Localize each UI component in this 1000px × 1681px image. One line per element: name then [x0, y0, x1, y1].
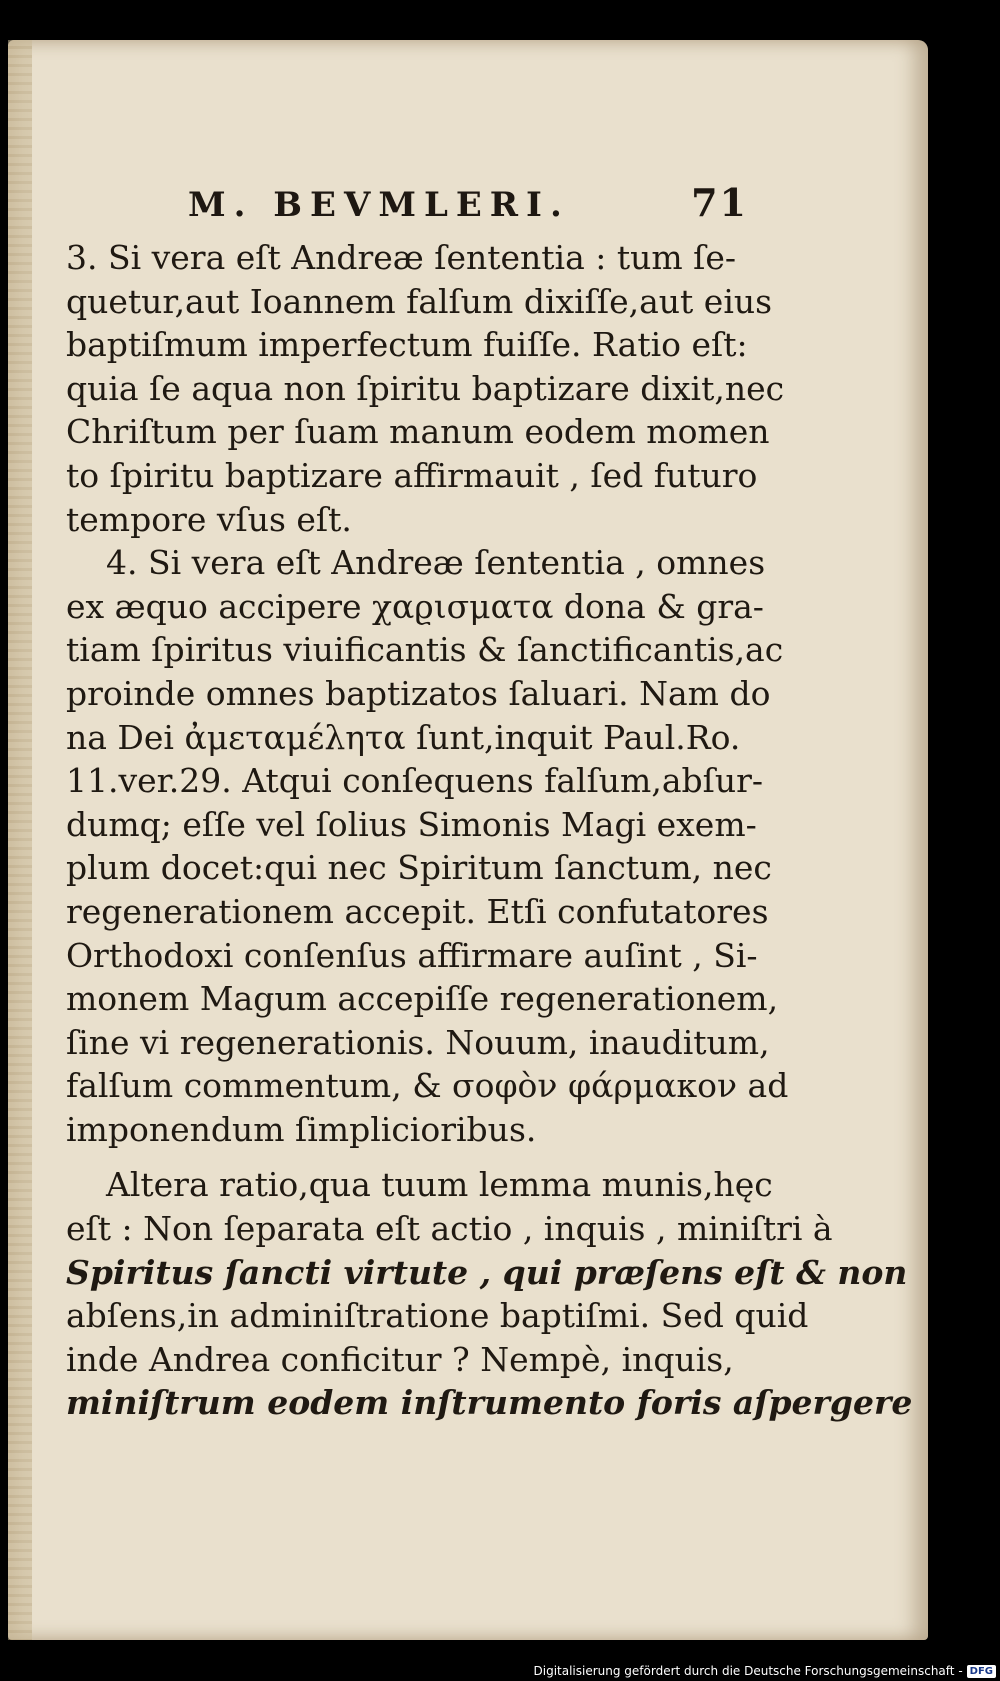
text-line: na Dei ἀμεταμέλητα ſunt,inquit Paul.Ro.	[66, 717, 741, 757]
text-line: Chriſtum per ſuam manum eodem momen	[66, 412, 770, 452]
dfg-logo: DFG	[967, 1665, 996, 1678]
text-line: Altera ratio,qua tuum lemma munis,hęc	[106, 1165, 773, 1205]
text-line: imponendum ſimplicioribus.	[66, 1109, 537, 1149]
text-line: miniſtrum eodem inſtrumento foris aſpergere	[66, 1383, 913, 1423]
text-line: plum docet:qui nec Spiritum ſanctum, nec	[66, 848, 772, 888]
book-page	[8, 40, 928, 1640]
page-number: 71	[691, 180, 748, 225]
text-line: to ſpiritu baptizare affirmauit , ſed futuro	[66, 455, 758, 495]
text-line: monem Magum accepiſſe regenerationem,	[66, 979, 779, 1019]
text-line: baptiſmum imperfectum fuiſſe. Ratio eſt:	[66, 325, 748, 365]
page-binding-edge	[8, 40, 32, 1640]
text-line: regenerationem accepit. Etſi confutatores	[66, 891, 769, 931]
text-line: tempore vſus eſt.	[66, 499, 352, 539]
text-line: 4. Si vera eſt Andreæ ſententia , omnes	[106, 543, 766, 583]
body-text	[66, 236, 913, 1425]
text-line: 3. Si vera eſt Andreæ ſententia : tum ſe-	[66, 238, 737, 277]
running-title: M. BEVMLERI.	[188, 185, 570, 225]
text-line: ſine vi regenerationis. Nouum, inauditum,	[66, 1022, 770, 1062]
text-line: inde Andrea conficitur ? Nempè, inquis,	[66, 1339, 734, 1379]
text-line: quia ſe aqua non ſpiritu baptizare dixit,nec	[66, 368, 785, 408]
digitization-credit	[530, 1661, 1000, 1681]
credit-text: Digitalisierung gefördert durch die Deutsche Forschungsgemeinschaft -	[533, 1664, 963, 1678]
text-line: dumq; eſſe vel ſolius Simonis Magi exem-	[66, 804, 757, 844]
text-line: proinde omnes baptizatos ſaluari. Nam do	[66, 673, 771, 713]
text-line: abſens,in adminiſtratione baptiſmi. Sed quid	[66, 1296, 809, 1336]
text-line: tiam ſpiritus viuificantis & ſanctificantis,ac	[66, 630, 784, 670]
text-line: 11.ver.29. Atqui conſequens falſum,abſur-	[66, 761, 764, 801]
text-line: falſum commentum, & σοφὸν φάρμακον ad	[66, 1066, 789, 1106]
text-line: Spiritus ſancti virtute , qui præſens eſt & non	[66, 1252, 908, 1292]
page-header	[188, 180, 748, 225]
text-line: Orthodoxi conſenſus affirmare auſint , Si-	[66, 935, 758, 975]
text-line: ex æquo accipere χαϱισματα dona & gra-	[66, 586, 764, 626]
text-line: quetur,aut Ioannem falſum dixiſſe,aut eius	[66, 281, 773, 321]
text-line: eſt : Non ſeparata eſt actio , inquis , miniſtri à	[66, 1209, 833, 1249]
